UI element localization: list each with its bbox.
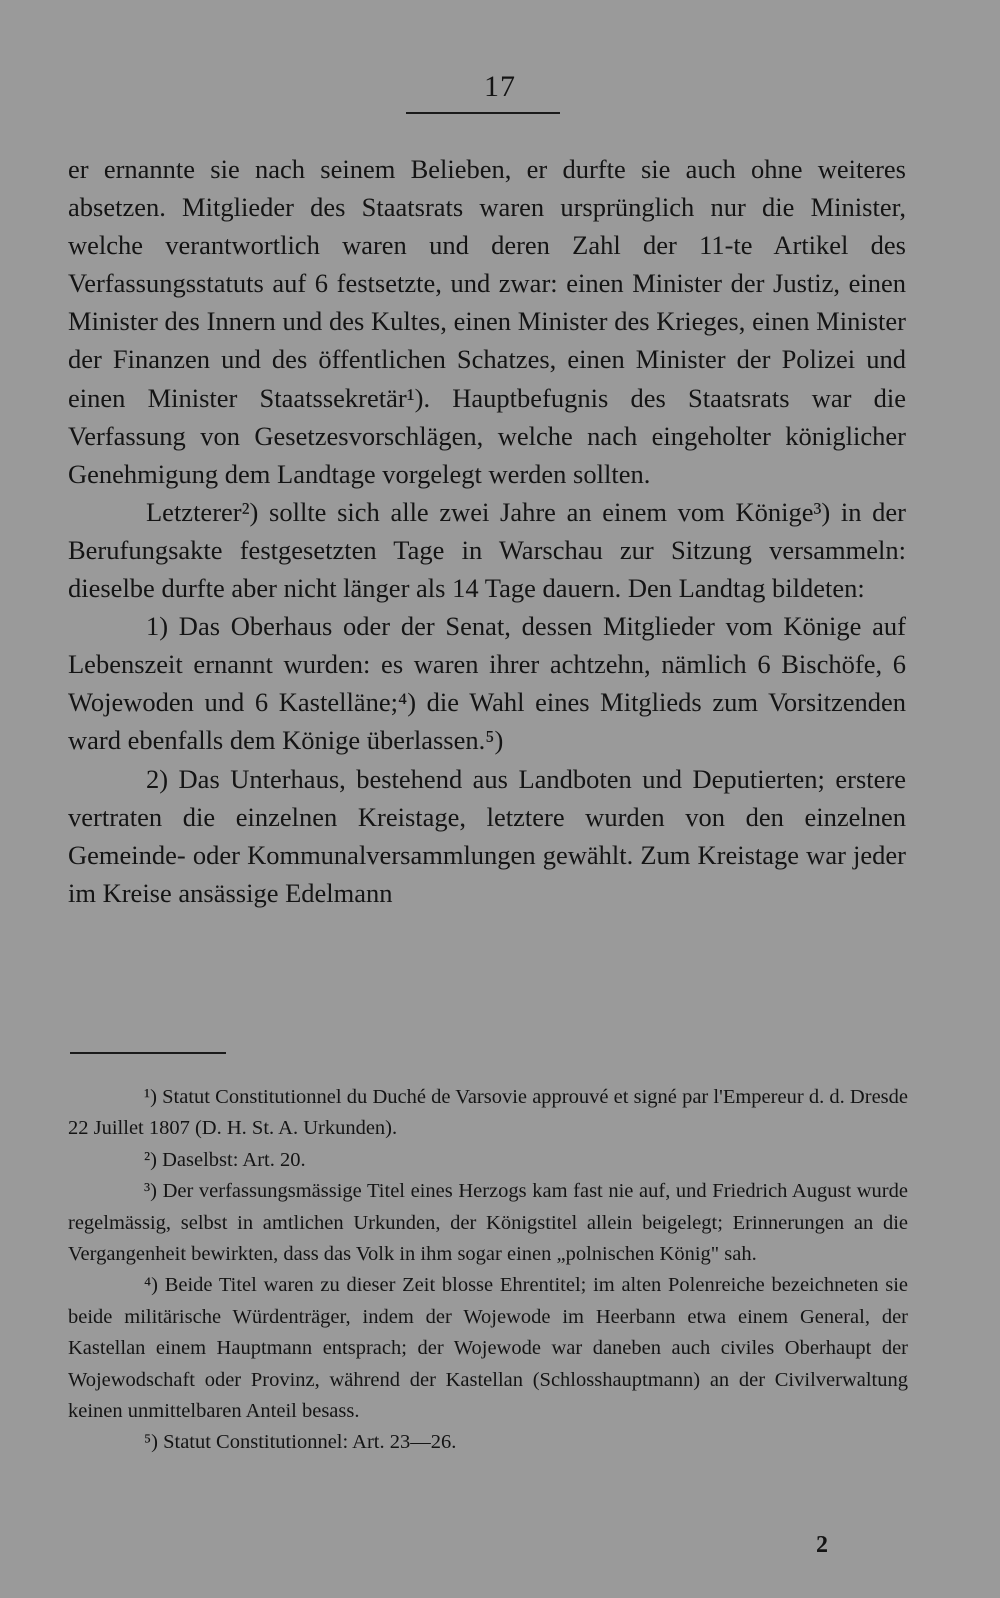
footnote: ²) Daselbst: Art. 20. [144, 1148, 306, 1171]
footnote-rule [70, 1052, 226, 1054]
body-paragraph: Letzterer²) sollte sich alle zwei Jahre an einem vom Könige³) in der Berufungsakte festgesetzten Tage in Warschau zur Sitzung versammeln: dieselbe durfte aber nicht länger als 14 Tage dauern. Den Landtag bildeten: [68, 496, 906, 604]
body-paragraph: 2) Das Unterhaus, bestehend aus Landboten und Deputierten; erstere vertraten die einzelnen Kreistage, letztere wurden von den einzelnen Gemeinde- oder Kommunalversammlungen gewählt. Zum Kreistage war jeder im Kreise ansässige Edelmann [68, 763, 906, 908]
footnote: ⁴) Beide Titel waren zu dieser Zeit blosse Ehrentitel; im alten Polenreiche bezeichneten sie beide militärische Würdenträger, indem der Wojewode im Heerbann etwa einem General, der Kastellan einem Hauptmann entsprach; der Wojewode war daneben auch civiles Oberhaupt der Wojewodschaft oder Provinz, während der Kastellan (Schlosshauptmann) an der Civilverwaltung keinen unmittelbaren Anteil besass. [68, 1274, 908, 1423]
footnote: ¹) Statut Constitutionnel du Duché de Varsovie approuvé et signé par l'Empereur d. d. Dresde 22 Juillet 1807 (D. H. St. A. Urkunden). [68, 1086, 908, 1140]
signature-mark: 2 [816, 1532, 828, 1558]
body-paragraph: 1) Das Oberhaus oder der Senat, dessen Mitglieder vom Könige auf Lebenszeit ernannt wurden: es waren ihrer achtzehn, nämlich 6 Bischöfe, 6 Wojewoden und 6 Kastelläne;⁴) die Wahl eines Mitglieds zum Vorsitzenden ward ebenfalls dem Könige überlassen.⁵) [68, 611, 906, 756]
footnote: ⁵) Statut Constitutionnel: Art. 23—26. [144, 1431, 457, 1454]
body-paragraph: er ernannte sie nach seinem Belieben, er durfte sie auch ohne weiteres absetzen. Mitglieder des Staatsrats waren ursprünglich nur die Minister, welche verantwortlich waren und deren Zahl der 11-te Artikel des Verfassungsstatuts auf 6 festsetzte, und zwar: einen Minister der Justiz, einen Minister des Innern und des Kultes, einen Minister des Krieges, einen Minister der Finanzen und des öffentlichen Schatzes, einen Minister der Polizei und einen Minister Staatssekretär¹). Hauptbefugnis des Staatsrats war die Verfassung von Gesetzesvorschlägen, welche nach eingeholter königlicher Genehmigung dem Landtage vorgelegt werden sollten. [68, 154, 906, 489]
footnotes [68, 1082, 908, 1459]
header-rule [406, 112, 560, 114]
page-number: 17 [484, 70, 516, 103]
main-text [68, 150, 906, 912]
footnote: ³) Der verfassungsmässige Titel eines Herzogs kam fast nie auf, und Friedrich August wurde regelmässig, selbst in amtlichen Urkunden, der Königstitel allein beigelegt; Erinnerungen an die Vergangenheit bewirkten, dass das Volk in ihm sogar einen „polnischen König" sah. [68, 1180, 908, 1266]
